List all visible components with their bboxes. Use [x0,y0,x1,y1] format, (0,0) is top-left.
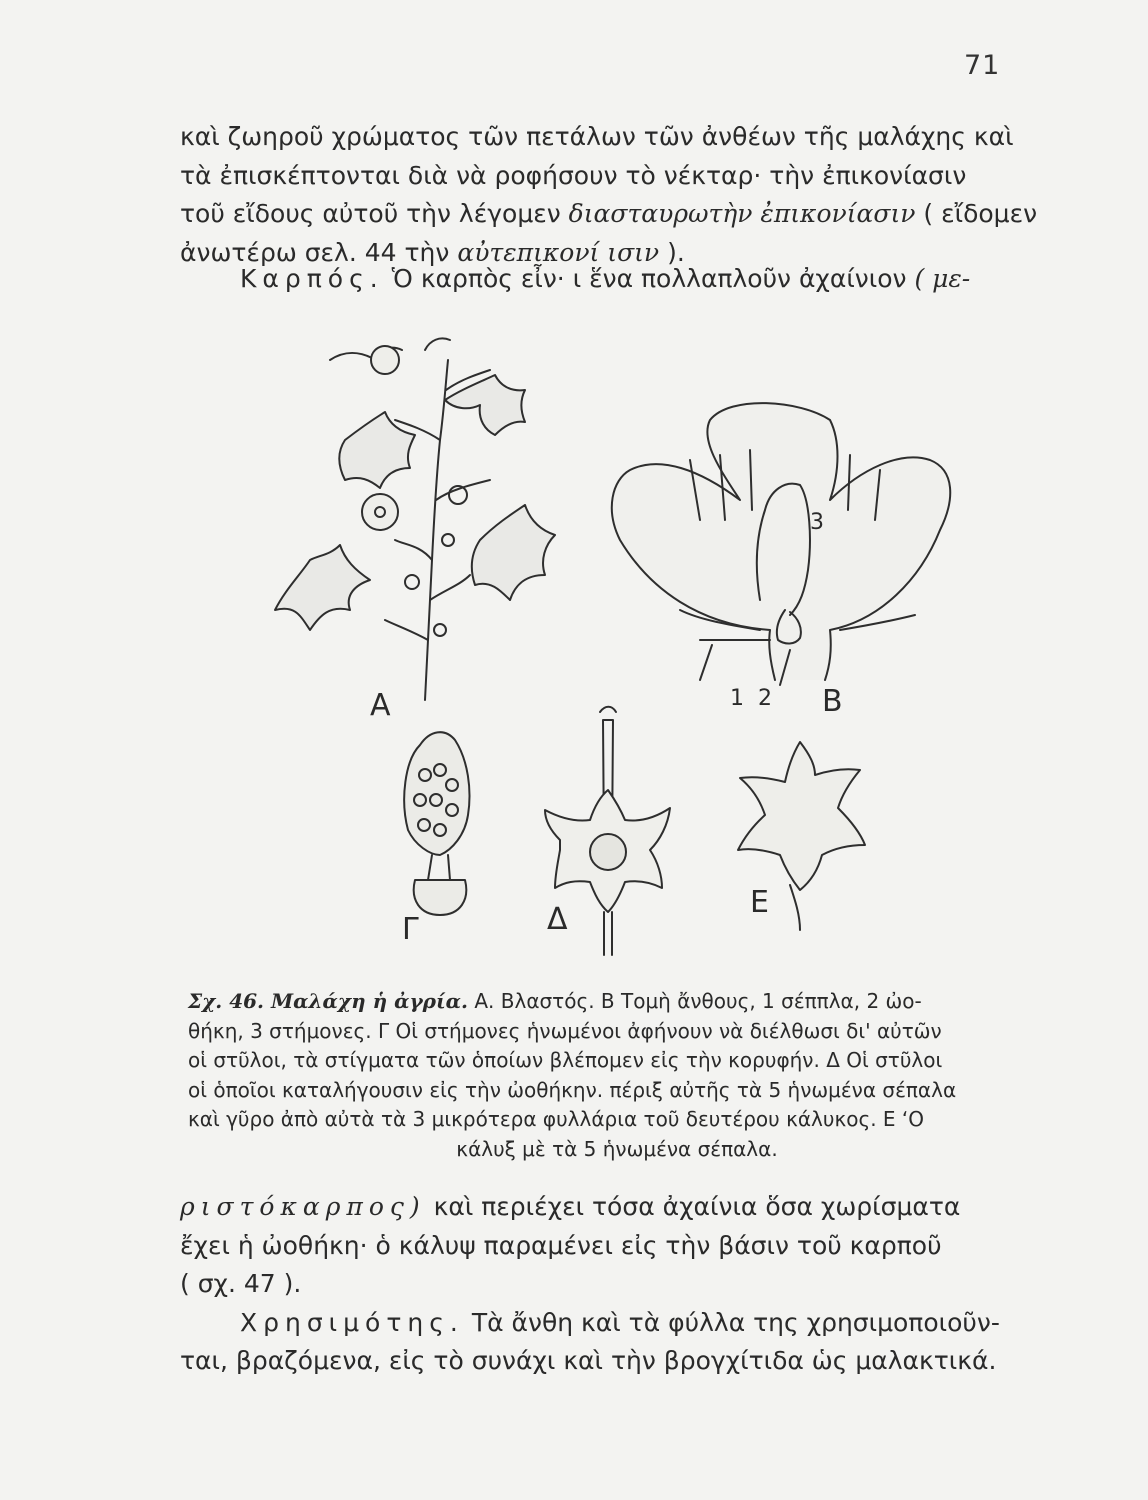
figure-caption: Σχ. 46. Μαλάχη ἡ ἀγρία. Α. Βλαστός. Β Τομὴ ἄνθους, 1 σέππλα, 2 ὠο- θήκη, 3 στήμονες. Γ Οἱ στήμονες ἡνωμένοι ἀφήνουν νὰ διέλθωσι δι' αὐτῶν οἱ στῦλοι, τὰ στίγματα τῶν ὁποίων βλέπομεν εἰς τὴν κορυφήν. Δ Οἱ στῦλοι οἱ ὁποῖοι καταλήγουσιν εἰς τὴν ὠοθήκην. πέριξ αὐτῆς τὰ 5 ἡνωμένα σέπαλα καὶ γῦρο ἀπὸ αὐτὰ τὰ 3 μικρότερα φυλλάρια τοῦ δευτέρου κάλυκος. Ε ʻΟ κάλυξ μὲ τὰ 5 ἡνωμένα σέπαλα. [188,987,1046,1164]
text-line: καὶ ζωηροῦ χρώματος τῶν πετάλων τῶν ἀνθέων τῆς μαλάχης καὶ [180,122,1014,151]
section-heading: Χρησιμότης. [240,1307,464,1337]
caption-line: οἱ στῦλοι, τὰ στίγματα τῶν ὁποίων βλέπομεν εἰς τὴν κορυφήν. Δ Οἱ στῦλοι [188,1048,943,1072]
caption-line: καὶ γῦρο ἀπὸ αὐτὰ τὰ 3 μικρότερα φυλλάρια τοῦ δευτέρου κάλυκος. Ε ʻΟ [188,1107,925,1131]
flower-section-drawing-b [612,403,950,685]
figure-number-3: 3 [810,510,824,535]
figure-label-d: Δ [547,902,568,937]
page-number: 71 [964,50,1001,81]
figure-number-2: 2 [758,686,772,711]
text-line: τοῦ εἴδους αὐτοῦ τὴν λέγομεν διασταυρωτὴν ἐπικονίασιν ( εἴδομεν [180,199,1038,228]
figure-label-g: Γ [402,912,419,947]
italic-term: αὐτεπικονί ισιν [457,237,660,267]
text-line: ( σχ. 47 ). [180,1269,302,1298]
stamen-column-drawing-g [404,732,469,915]
text-line: ται, βραζόμενα, εἰς τὸ συνάχι καὶ τὴν βρογχίτιδα ὡς μαλακτικά. [180,1346,997,1375]
text-line: ἔχει ἡ ὠοθήκη· ὁ κάλυψ παραμένει εἰς τὴν βάσιν τοῦ καρποῦ [180,1230,942,1260]
caption-line: κάλυξ μὲ τὰ 5 ἡνωμένα σέπαλα. [456,1136,778,1161]
figure-label-e: Ε [750,885,769,920]
italic-term: ριστόκαρπος) [180,1192,426,1221]
caption-lead: Σχ. 46. Μαλάχη ἡ ἀγρία. [188,989,469,1013]
section-heading: Καρπός. [240,264,384,293]
karpos-line: Καρπός. Ὁ καρπὸς εἶν· ι ἕνα πολλαπλοῦν ἀχαίνιον ( με- [240,264,971,293]
text-line: ἀνωτέρω σελ. 44 τὴν αὐτεπικονί ισιν ). [180,237,685,267]
branch-drawing-a [275,338,555,700]
figure-label-b: Β [822,684,843,719]
italic-term: διασταυρωτὴν ἐπικονίασιν [568,199,916,228]
figure-label-a: Α [370,688,391,723]
bottom-paragraph: ριστόκαρπος) καὶ περιέχει τόσα ἀχαίνια ὅσα χωρίσματα ἔχει ἡ ὠοθήκη· ὁ κάλυψ παραμένει εἰς τὴν βάσιν τοῦ καρποῦ ( σχ. 47 ). Χρησιμότης. Τὰ ἄνθη καὶ τὰ φύλλα της χρησιμοποιοῦν- ται, βραζόμενα, εἰς τὸ συνάχι καὶ τὴν βρογχίτιδα ὡς μαλακτικά. [180,1188,1042,1381]
caption-line: οἱ ὁποῖοι καταλήγουσιν εἰς τὴν ὠοθήκην. πέριξ αὐτῆς τὰ 5 ἡνωμένα σέπαλα [188,1077,957,1102]
figure-number-1: 1 [730,686,744,711]
caption-line: θήκη, 3 στήμονες. Γ Οἱ στήμονες ἡνωμένοι ἀφήνουν νὰ διέλθωσι δι' αὐτῶν [188,1018,942,1043]
text-line: τὰ ἐπισκέπτονται διὰ νὰ ροφήσουν τὸ νέκταρ· τὴν ἐπικονίασιν [180,160,967,190]
